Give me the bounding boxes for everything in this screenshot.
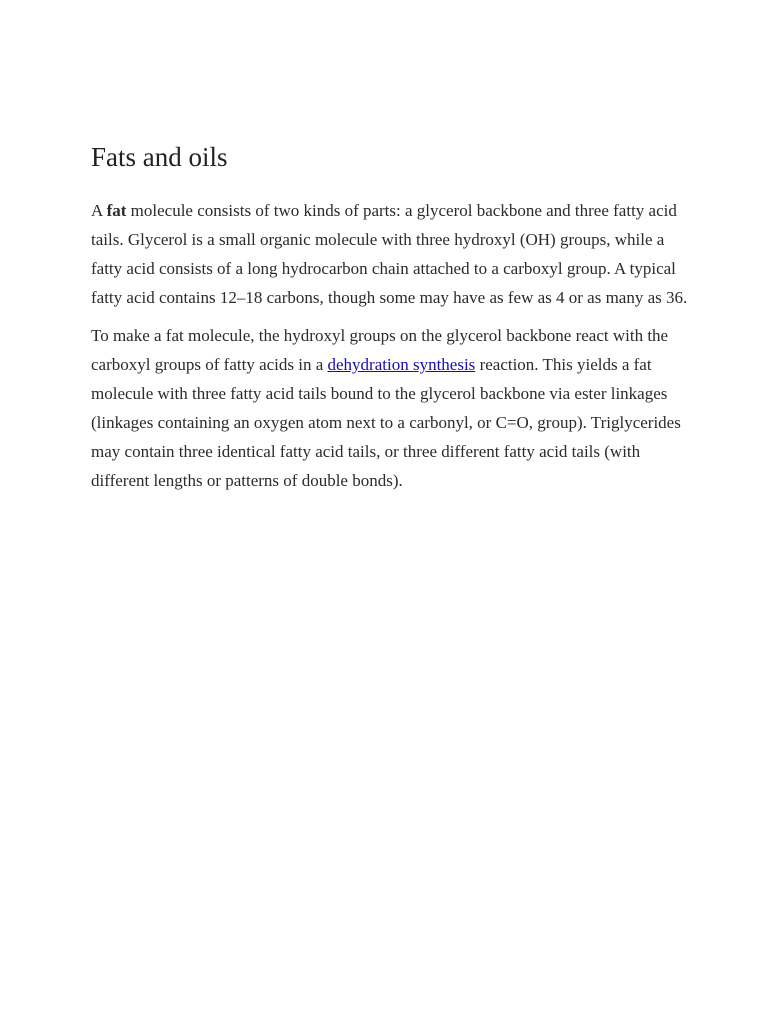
dehydration-synthesis-link[interactable]: dehydration synthesis (327, 355, 476, 374)
paragraph-fat-definition (91, 196, 691, 312)
term-fat: fat (106, 201, 127, 220)
para2-text-start: To make a fat molecule, the hydroxyl groups on the glycerol backbone react with the carboxyl groups of fatty acids in a (91, 326, 669, 374)
paragraph-fat-synthesis (91, 321, 691, 495)
page-title: Fats and oils (91, 142, 228, 172)
para2-text-end: reaction. This yields a fat molecule with three fatty acid tails bound to the glycerol backbone via ester linkages (linkages containing an oxygen atom next to a carbonyl, or C=O, group). Triglycerides may contain three identical fatty acid tails, or three different fatty acid tails (with different lengths or patterns of double bonds). (91, 355, 681, 490)
document-body (91, 138, 691, 504)
para1-text-end: molecule consists of two kinds of parts: a glycerol backbone and three fatty acid tails. Glycerol is a small organic molecule with three hydroxyl (OH) groups, while a fatty acid consists of a long hydrocarbon chain attached to a carboxyl group. A typical fatty acid contains 12–18 carbons, though some may have as few as 4 or as many as 36. (91, 201, 688, 307)
para1-text-start: A (91, 201, 107, 220)
